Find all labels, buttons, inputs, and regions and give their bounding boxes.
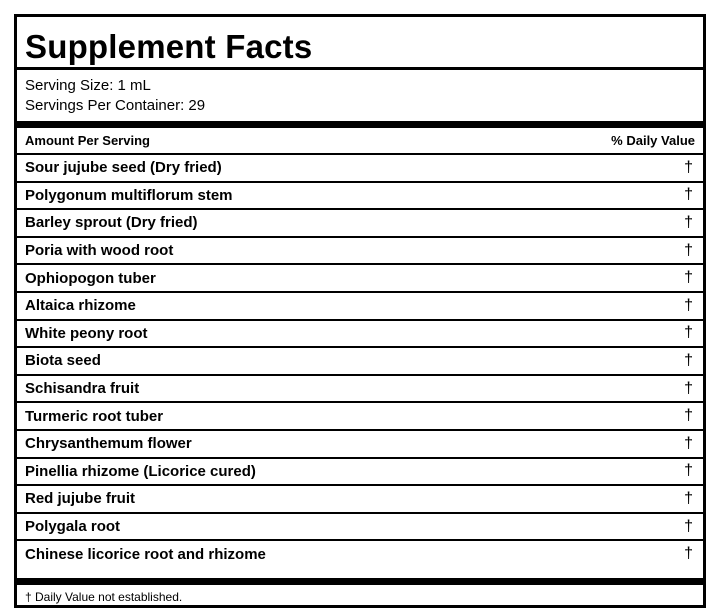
ingredient-row (17, 348, 703, 376)
ingredient-daily-value: † (684, 296, 693, 314)
ingredient-name: Altaica rhizome (25, 297, 136, 315)
ingredient-row (17, 183, 703, 211)
ingredient-row (17, 293, 703, 321)
ingredient-row (17, 265, 703, 293)
ingredient-daily-value: † (684, 379, 693, 397)
ingredient-row (17, 541, 703, 567)
ingredient-name: Polygala root (25, 518, 121, 536)
ingredient-row (17, 155, 703, 183)
ingredient-daily-value: † (684, 545, 693, 563)
ingredient-daily-value: † (684, 434, 693, 452)
ingredient-list (17, 155, 703, 567)
ingredient-name: Pinellia rhizome (Licorice cured) (25, 462, 256, 480)
ingredient-daily-value: † (684, 489, 693, 507)
ingredient-name: Schisandra fruit (25, 380, 140, 398)
ingredient-name: Biota seed (25, 352, 101, 370)
servings-per-container: Servings Per Container: 29 (25, 97, 206, 114)
ingredient-row (17, 486, 703, 514)
ingredient-daily-value: † (684, 324, 693, 342)
ingredient-row (17, 321, 703, 349)
ingredient-row (17, 514, 703, 542)
ingredient-name: Polygonum multiflorum stem (25, 186, 233, 204)
ingredient-daily-value: † (684, 269, 693, 287)
serving-info (17, 70, 703, 121)
list-end-spacer (17, 567, 703, 578)
ingredient-name: Turmeric root tuber (25, 407, 164, 425)
ingredient-daily-value: † (684, 407, 693, 425)
ingredient-name: Ophiopogon tuber (25, 269, 156, 287)
ingredient-name: White peony root (25, 324, 148, 342)
ingredient-row (17, 210, 703, 238)
amount-per-serving-header: Amount Per Serving (25, 133, 150, 148)
ingredient-daily-value: † (684, 158, 693, 176)
footnote: † Daily Value not established. (25, 589, 183, 604)
daily-value-header: % Daily Value (611, 133, 695, 148)
ingredient-name: Sour jujube seed (Dry fried) (25, 159, 222, 177)
ingredient-daily-value: † (684, 213, 693, 231)
thick-divider-bottom (17, 578, 703, 585)
supplement-facts-panel (14, 14, 706, 608)
ingredient-row (17, 431, 703, 459)
ingredient-daily-value: † (684, 351, 693, 369)
ingredient-daily-value: † (684, 241, 693, 259)
ingredient-daily-value: † (684, 462, 693, 480)
thick-divider-top (17, 121, 703, 128)
panel-title: Supplement Facts (25, 28, 313, 65)
ingredient-name: Barley sprout (Dry fried) (25, 214, 198, 232)
ingredient-name: Chrysanthemum flower (25, 435, 192, 453)
serving-size: Serving Size: 1 mL (25, 77, 151, 94)
ingredient-name: Poria with wood root (25, 242, 174, 260)
ingredient-row (17, 403, 703, 431)
ingredient-row (17, 376, 703, 404)
ingredient-row (17, 459, 703, 487)
column-header (17, 128, 703, 155)
ingredient-daily-value: † (684, 517, 693, 535)
ingredient-daily-value: † (684, 186, 693, 204)
ingredient-name: Red jujube fruit (25, 490, 135, 508)
ingredient-name: Chinese licorice root and rhizome (25, 545, 266, 563)
ingredient-row (17, 238, 703, 266)
